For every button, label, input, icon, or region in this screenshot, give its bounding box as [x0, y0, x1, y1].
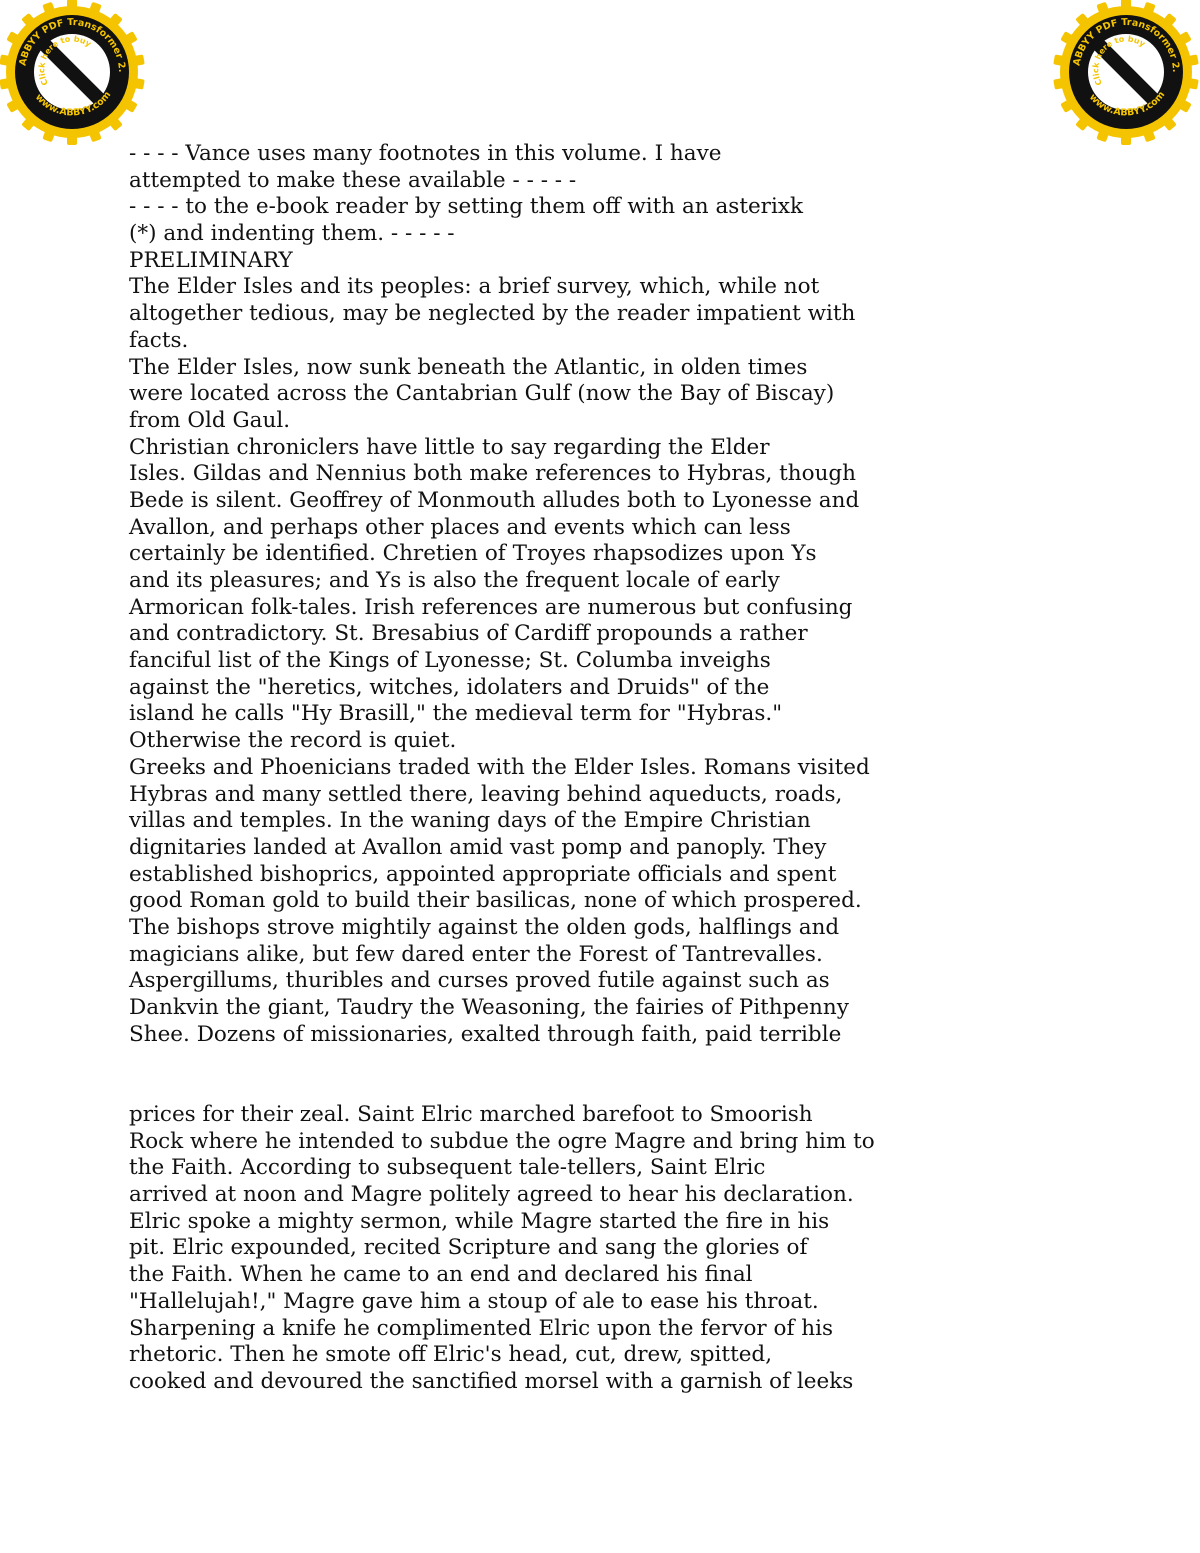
text-line: (*) and indenting them. - - - - - [129, 221, 455, 247]
text-line: Aspergillums, thuribles and curses proved futile against such as [129, 968, 830, 994]
text-line: good Roman gold to build their basilicas, none of which prospered. [129, 888, 862, 914]
text-line: and contradictory. St. Bresabius of Cardiff propounds a rather [129, 621, 808, 647]
text-line: island he calls "Hy Brasill," the medieval term for "Hybras." [129, 701, 783, 727]
text-line: the Faith. When he came to an end and declared his final [129, 1262, 753, 1288]
text-line: Shee. Dozens of missionaries, exalted through faith, paid terrible [129, 1021, 842, 1047]
text-line: fanciful list of the Kings of Lyonesse; St. Columba inveighs [129, 648, 771, 674]
text-line: Otherwise the record is quiet. [129, 728, 457, 754]
text-block-upper [129, 141, 870, 1048]
text-line: "Hallelujah!," Magre gave him a stoup of ale to ease his throat. [129, 1288, 819, 1314]
text-line: Isles. Gildas and Nennius both make references to Hybras, though [129, 461, 857, 487]
text-line: and its pleasures; and Ys is also the frequent locale of early [129, 568, 780, 593]
text-line: Elric spoke a mighty sermon, while Magre started the fire in his [129, 1208, 830, 1234]
text-line: Greeks and Phoenicians traded with the Elder Isles. Romans visited [129, 754, 870, 780]
text-line: The bishops strove mightily against the olden gods, halflings and [129, 914, 840, 940]
text-line: Armorican folk-tales. Irish references are numerous but confusing [129, 594, 853, 620]
text-line: cooked and devoured the sanctified morsel with a garnish of leeks [129, 1368, 854, 1394]
text-line: magicians alike, but few dared enter the Forest of Tantrevalles. [129, 941, 823, 967]
abbyy-logo-icon [1051, 0, 1200, 147]
text-line: certainly be identified. Chretien of Troyes rhapsodizes upon Ys [129, 541, 817, 567]
text-line: Christian chroniclers have little to say regarding the Elder [129, 434, 770, 460]
text-line: - - - - to the e-book reader by setting them off with an asterixk [129, 194, 803, 220]
text-line: The Elder Isles, now sunk beneath the Atlantic, in olden times [129, 354, 808, 380]
abbyy-buy-badge-right[interactable] [1051, 0, 1200, 147]
text-line: were located across the Cantabrian Gulf (now the Bay of Biscay) [129, 381, 835, 407]
text-line: the Faith. According to subsequent tale-tellers, Saint Elric [129, 1155, 766, 1181]
text-line: Hybras and many settled there, leaving behind aqueducts, roads, [129, 781, 843, 807]
abbyy-logo-icon [0, 0, 147, 147]
text-line: Bede is silent. Geoffrey of Monmouth alludes both to Lyonesse and [129, 487, 860, 513]
text-line: Sharpening a knife he complimented Elric upon the fervor of his [129, 1315, 833, 1341]
text-line: attempted to make these available - - - - - [129, 167, 577, 193]
text-line: against the "heretics, witches, idolaters and Druids" of the [129, 674, 770, 700]
text-line: villas and temples. In the waning days of the Empire Christian [129, 808, 811, 834]
text-line: prices for their zeal. Saint Elric marched barefoot to Smoorish [129, 1102, 813, 1127]
text-block-lower [129, 1102, 875, 1396]
text-line: Avallon, and perhaps other places and events which can less [129, 514, 791, 540]
text-line: from Old Gaul. [129, 407, 291, 433]
text-line: Dankvin the giant, Taudry the Weasoning, the fairies of Pithpenny [129, 995, 849, 1020]
text-line: rhetoric. Then he smote off Elric's head, cut, drew, spitted, [129, 1342, 773, 1368]
text-line: facts. [129, 327, 189, 353]
text-line: The Elder Isles and its peoples: a brief survey, which, while not [129, 274, 820, 300]
text-line: - - - - Vance uses many footnotes in this volume. I have [129, 141, 722, 166]
abbyy-buy-badge-left[interactable] [0, 0, 147, 147]
text-line: dignitaries landed at Avallon amid vast pomp and panoply. They [129, 834, 827, 860]
text-line: altogether tedious, may be neglected by the reader impatient with [129, 301, 856, 327]
text-line: PRELIMINARY [129, 247, 293, 273]
text-line: pit. Elric expounded, recited Scripture and sang the glories of [129, 1235, 808, 1261]
text-line: established bishoprics, appointed appropriate officials and spent [129, 861, 837, 887]
text-line: arrived at noon and Magre politely agreed to hear his declaration. [129, 1182, 854, 1208]
text-line: Rock where he intended to subdue the ogre Magre and bring him to [129, 1128, 875, 1154]
